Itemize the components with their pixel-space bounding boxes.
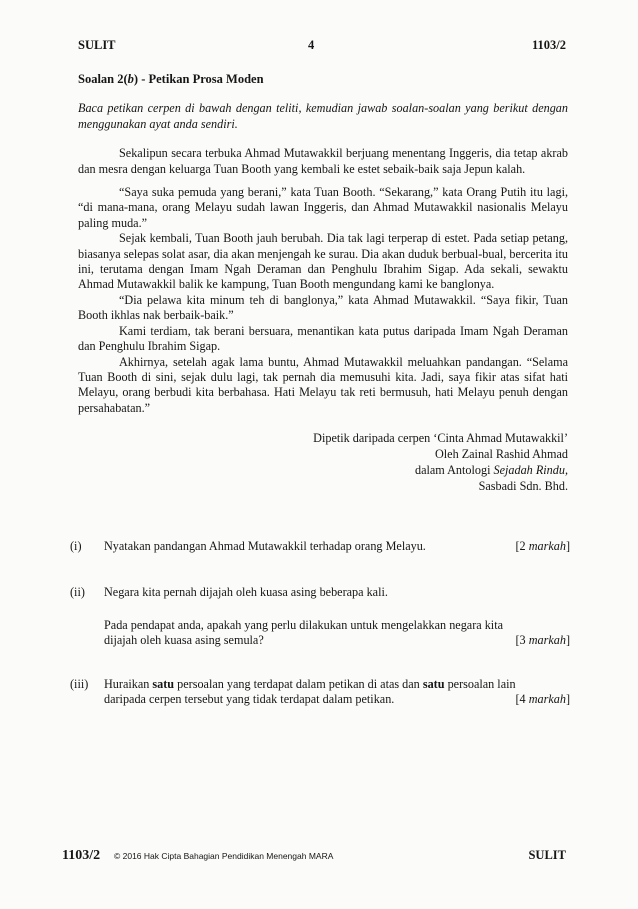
question-number: (i) <box>70 539 82 553</box>
question-number: (iii) <box>70 676 89 691</box>
instruction-text: Baca petikan cerpen di bawah dengan teliti, kemudian jawab soalan-soalan yang berikut dengan menggunakan ayat anda sendiri. <box>78 101 568 131</box>
text-segment: persoalan lain <box>444 676 516 691</box>
question-marks <box>515 539 570 554</box>
text-segment: Huraikan <box>104 676 153 691</box>
source-anthology-prefix: dalam Antologi <box>414 463 494 478</box>
emphasis-satu: satu <box>422 676 445 691</box>
question-intro: Negara kita pernah dijajah oleh kuasa asing beberapa kali. <box>104 585 388 600</box>
question-i <box>70 539 570 554</box>
footer-copyright: © 2016 Hak Cipta Bahagian Pendidikan Menengah MARA <box>114 851 334 861</box>
marks-open: [2 <box>515 539 529 553</box>
passage-paragraph-4: “Dia pelawa kita minum teh di banglonya,” kata Ahmad Mutawakkil. “Saya fikir, Tuan Booth ikhlas nak berbaik-baik.” <box>78 292 568 323</box>
passage-paragraph-5: Kami terdiam, tak berani bersuara, menantikan kata putus daripada Imam Ngah Deraman dan Penghulu Ibrahim Sigap. <box>78 323 568 354</box>
question-text-line-1 <box>104 677 570 692</box>
source-line-2: Oleh Zainal Rashid Ahmad <box>434 447 568 462</box>
page-header <box>78 38 566 56</box>
marks-close: ] <box>565 692 570 707</box>
question-body <box>104 618 570 649</box>
section-title-prefix: Soalan 2( <box>78 72 128 86</box>
question-iii <box>70 677 570 708</box>
question-number: (ii) <box>70 585 85 600</box>
passage <box>78 146 568 416</box>
footer-classification: SULIT <box>528 848 566 862</box>
question-text-line-1: Pada pendapat anda, apakah yang perlu dilakukan untuk mengelakkan negara kita <box>104 617 503 632</box>
text-segment: persoalan yang terdapat dalam petikan di atas dan <box>174 676 423 691</box>
passage-paragraph-3: Sejak kembali, Tuan Booth jauh berubah. Dia tak lagi terperap di estet. Pada setiap petang, biasanya selepas solat asar, dia akan menjengah ke surau. Dia akan duduk berbual-bual, bercerita itu ini, terutama dengan Imam Ngah Deraman dan Penghulu Ibrahim Sigap. Ada sekali, sewaktu Ahmad Mutawakkil balik ke kampung, Tuan Booth mengundang kami ke banglonya. <box>78 231 568 292</box>
marks-word: markah <box>528 692 566 707</box>
question-text-line-2: daripada cerpen tersebut yang tidak terdapat dalam petikan. <box>104 692 395 707</box>
source-line-3 <box>78 462 568 478</box>
source-anthology-title: Sejadah Rindu, <box>493 463 568 478</box>
question-ii <box>70 585 570 648</box>
question-line-2 <box>104 692 570 707</box>
marks-close: ] <box>565 633 570 648</box>
passage-paragraph-1: Sekalipun secara terbuka Ahmad Mutawakkil berjuang menentang Inggeris, dia tetap akrab dan mesra dengan keluarga Tuan Booth yang kembali ke estet sebaik-baik saja Jepun kalah. <box>78 146 568 176</box>
question-text: Nyatakan pandangan Ahmad Mutawakkil terhadap orang Melayu. <box>104 539 426 553</box>
header-classification: SULIT <box>78 38 116 52</box>
source-line-4: Sasbadi Sdn. Bhd. <box>478 479 568 494</box>
section-title-suffix: ) - Petikan Prosa Moden <box>133 72 264 86</box>
marks-open: [4 <box>515 692 529 707</box>
main-content <box>78 72 568 494</box>
source-citation <box>78 430 568 494</box>
questions-section <box>70 539 570 707</box>
header-page-number: 4 <box>308 38 315 52</box>
marks-close: ] <box>565 539 570 553</box>
section-title-letter: b <box>127 72 134 86</box>
question-line <box>104 539 570 554</box>
page-footer <box>62 848 566 866</box>
source-line-1: Dipetik daripada cerpen ‘Cinta Ahmad Mutawakkil’ <box>313 431 568 446</box>
question-marks <box>515 633 570 648</box>
question-text-line-2: dijajah oleh kuasa asing semula? <box>104 633 264 648</box>
passage-paragraph-2: “Saya suka pemuda yang berani,” kata Tuan Booth. “Sekarang,” kata Orang Putih itu lagi, “di mana-mana, orang Melayu sudah lawan Inggeris, dan Ahmad Mutawakkil nasionalis Melayu paling muda.” <box>78 185 568 230</box>
marks-word: markah <box>528 633 566 648</box>
section-title <box>78 72 568 87</box>
marks-open: [3 <box>515 633 529 648</box>
footer-paper-code: 1103/2 <box>62 848 101 863</box>
emphasis-satu: satu <box>152 676 175 691</box>
question-line-2 <box>104 633 570 648</box>
marks-word: markah <box>528 539 566 553</box>
passage-paragraph-6: Akhirnya, setelah agak lama buntu, Ahmad Mutawakkil meluahkan pandangan. “Selama Tuan Booth di sini, sejak dulu lagi, tak pernah dia memusuhi kita. Jadi, saya fikir atas sifat hati Melayu, orang berbudi kita berbahasa. Hati Melayu tak reti bermusuh, hati Melayu penuh dengan persahabatan.” <box>78 354 568 415</box>
header-paper-code: 1103/2 <box>531 38 566 52</box>
question-marks <box>515 692 570 707</box>
